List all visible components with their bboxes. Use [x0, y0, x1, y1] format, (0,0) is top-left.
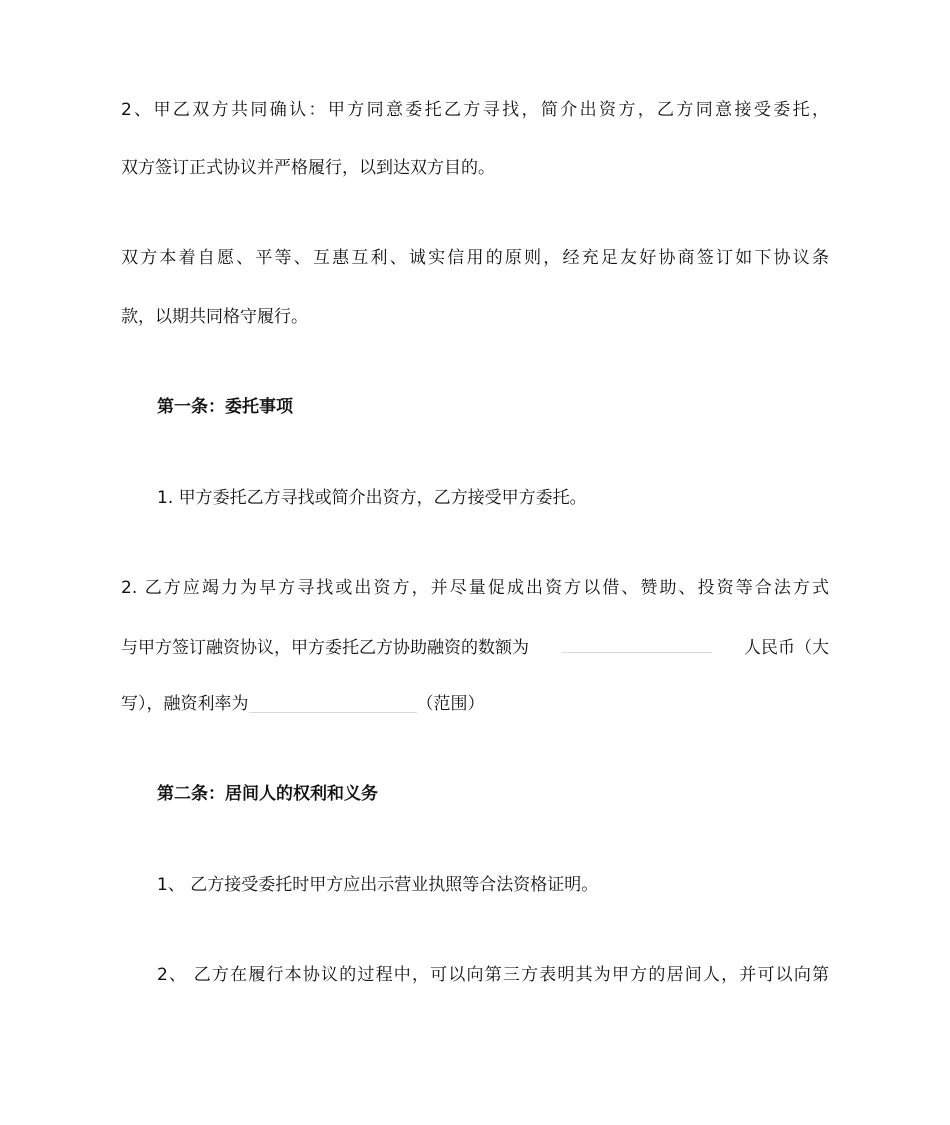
article-1-item-2-line-3	[121, 692, 485, 716]
article-1-item-2-line-3-suffix: （范围）	[416, 694, 485, 714]
article-1-item-2-line-1: 2. 乙方应竭力为早方寻找或出资方，并尽量促成出资方以借、赞助、投资等合法方式	[121, 578, 829, 598]
article-1-heading: 第一条：委托事项	[157, 397, 293, 417]
article-1-item-2-line-2-suffix: 人民币（大	[744, 638, 829, 658]
financing-amount-blank[interactable]	[562, 634, 712, 653]
principle-paragraph-line-1: 双方本着自愿、平等、互惠互利、诚实信用的原则，经充足友好协商签订如下协议条	[121, 248, 829, 268]
article-1-item-2-line-2	[121, 634, 829, 660]
intro-paragraph-line-2: 双方签订正式协议并严格履行，以到达双方目的。	[121, 158, 495, 178]
interest-rate-blank[interactable]	[249, 694, 417, 713]
intro-paragraph-line-1: 2、甲乙双方共同确认：甲方同意委托乙方寻找，简介出资方，乙方同意接受委托，	[121, 100, 829, 120]
article-1-item-2-line-3-prefix: 写），融资利率为	[121, 694, 249, 714]
article-2-item-1: 1、 乙方接受委托时甲方应出示营业执照等合法资格证明。	[157, 875, 599, 895]
article-2-item-2: 2、 乙方在履行本协议的过程中，可以向第三方表明其为甲方的居间人，并可以向第	[157, 965, 829, 985]
article-1-item-1: 1. 甲方委托乙方寻找或简介出资方，乙方接受甲方委托。	[157, 488, 587, 508]
article-2-heading: 第二条：居间人的权利和义务	[157, 784, 378, 804]
principle-paragraph-line-2: 款，以期共同格守履行。	[121, 307, 308, 327]
article-1-item-2-line-2-prefix: 与甲方签订融资协议，甲方委托乙方协助融资的数额为	[121, 638, 529, 658]
